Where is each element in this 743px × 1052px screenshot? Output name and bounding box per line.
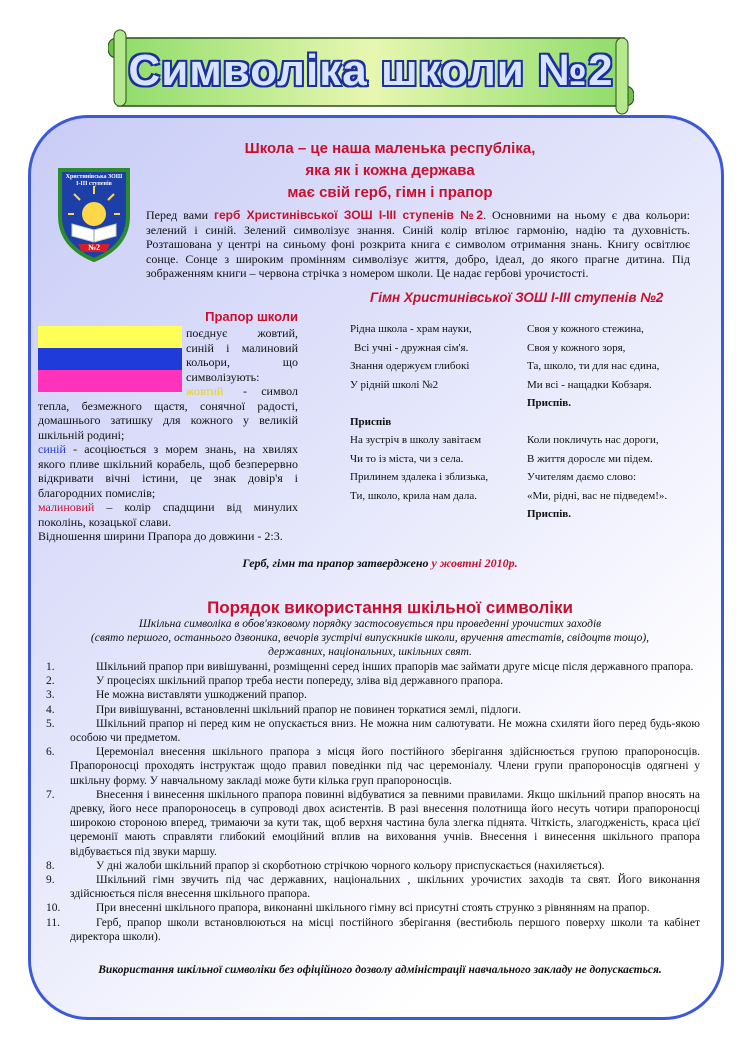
rule-item [0, 688, 700, 702]
anthem-line: Своя у кожного стежина, [527, 323, 644, 335]
anthem-line: Ти, школо, крила нам дала. [350, 489, 477, 502]
rule-text: Шкільний гімн звучить під час державних, національних , шкільних урочистих заходів та свят. Його виконання здійснюється після внесення шкільного прапора. [70, 874, 700, 901]
approval-text: Герб, гімн та прапор затверджено [242, 556, 432, 570]
intro-lead: Перед вами [146, 208, 214, 222]
page-title: Символіка школи №2 [128, 46, 614, 95]
crimson-word: малиновий [38, 500, 95, 514]
rules-footer: Використання шкільної символіки без офіційного дозволу адміністрації навчального закладу не допускається. [98, 964, 662, 976]
rule-item [0, 873, 700, 901]
anthem-line: На зустріч в школу завітаєм [350, 434, 482, 446]
approval-date: у жовтні 2010р. [431, 556, 518, 570]
rule-text: Шкільний прапор ні перед ким не опускається вниз. Не можна ним салютувати. Не можна схиляти його перед будь-якою особою чи предметом. [70, 717, 700, 745]
rules-title: Порядок використання шкільної символіки [207, 598, 573, 617]
rule-text: При вивішуванні, встановленні шкільний прапор не повинен торкатися землі, підлоги. [96, 703, 522, 716]
anthem-line [527, 413, 697, 432]
rule-item [0, 660, 700, 674]
anthem-line: Всі учні - дружная сім'я. [354, 341, 469, 354]
rule-number: 10. [46, 902, 61, 915]
emblem-text [62, 174, 126, 188]
anthem-line: Рідна школа - храм науки, [350, 323, 472, 335]
anthem-line: У рідній школі №2 [350, 378, 439, 391]
rule-text: Церемоніал внесення шкільного прапора з місця його постійного зберігання здійснюється групою прапороносців. Прапороносці проходять інструктаж щодо правил поведінки під час церемоніалу. Члени групи прапороносців одягнені у шкільну форму. У навчальному закладі може бути кілька груп прапороносців. [70, 746, 700, 787]
anthem-line: Ми всі - нащадки Кобзаря. [527, 378, 652, 391]
flag-ratio: Відношення ширини Прапора до довжини - 2:3. [38, 529, 283, 543]
anthem-chorus-label: Приспів [350, 415, 392, 428]
emblem-top-text: Христинівська ЗОШ [65, 174, 123, 180]
rule-item [0, 916, 700, 944]
rule-item [0, 788, 700, 859]
yellow-text: - символ тепла, безмежного щастя, сонячної радості, домашнього затишку для кожного у великій шкільній родині; [38, 384, 298, 442]
intro-paragraph [146, 208, 690, 281]
rule-number: 9. [46, 874, 55, 887]
intro-heading-line: має свій герб, гімн і прапор [287, 184, 493, 201]
blue-text: - асоціюється з морем знань, на хвилях якого пливе шкільний корабель, щоб безперервно відкривати вічні істини, це знак довір'я і благородних помислів; [38, 442, 298, 500]
rules-list [0, 660, 700, 944]
anthem-line: Чи то із міста, чи з села. [350, 452, 464, 465]
flag-title: Прапор школи [205, 309, 298, 324]
intro-heading-line: Школа – це наша маленька республіка, [244, 140, 536, 157]
rule-number: 5. [46, 717, 55, 730]
anthem-line: Знання одержуєм глибокі [350, 360, 470, 372]
rule-item [0, 674, 700, 688]
rule-number: 3. [46, 689, 55, 702]
rule-number: 11. [46, 916, 60, 929]
rule-text: Герб, прапор школи встановлюються на місці постійного зберігання (вестибюль першого поверху школи та кабінет директора школи). [70, 916, 700, 943]
anthem-line: Учителям даємо слово: [527, 471, 637, 483]
crimson-text: – колір спадщини від минулих поколінь, козацької слави. [38, 500, 298, 529]
anthem-chorus-label: Приспів. [527, 508, 571, 520]
rules-subtitle-line: Шкільна символіка в обов'язковому порядку застосовується при проведенні урочистих заходів [138, 618, 602, 630]
rule-number: 4. [46, 703, 55, 716]
anthem-chorus-label: Приспів. [527, 397, 571, 409]
anthem-title: Гімн Христинівської ЗОШ І-ІІІ ступенів №2 [370, 290, 664, 305]
anthem-line [350, 394, 520, 413]
intro-body: . Основними на ньому є два кольори: зелений і синій. Зелений символізує знання. Синій колір втілює гармонію, надію та духовність. Розташована у центрі на синьому фоні розкрита книга є символом отримання знань. Книгу освітлює сонце. Сонце з широким промінням символізує життя, добро, ідеал, до якого прагне дитина. Під зображенням книги – червона стрічка з номером школи. Це надає гербові урочистості. [146, 208, 690, 280]
blue-word: синій [38, 442, 66, 456]
yellow-word: жовтий [186, 384, 224, 398]
rule-item [0, 901, 700, 915]
rule-number: 8. [46, 859, 55, 872]
anthem-line: «Ми, рідні, вас не підведем!». [527, 489, 668, 502]
rule-text: У процесіях шкільний прапор треба нести попереду, зліва від державного прапора. [96, 675, 504, 688]
rule-item [0, 717, 700, 745]
flag-stripe-yellow [38, 326, 182, 348]
flag-description [38, 384, 298, 544]
intro-heading [150, 138, 630, 204]
emblem-sub-text: І-ІІІ ступенів [76, 181, 112, 187]
rule-number: 6. [46, 746, 55, 759]
title-banner [108, 24, 634, 120]
rule-text: Не можна виставляти ушкоджений прапор. [96, 689, 307, 702]
rule-item [0, 859, 700, 873]
anthem-column-2 [527, 320, 697, 524]
intro-lead-bold: герб Христинівської ЗОШ І-ІІІ ступенів №2 [213, 208, 484, 222]
rules-subtitle [40, 617, 700, 659]
rules-subtitle-line: (свято першого, останнього дзвоника, вечорів зустрічі випускників школи, вручення атестатів, свідоцтв тощо), [90, 632, 650, 644]
rule-item [0, 745, 700, 788]
intro-heading-line: яка як і кожна держава [305, 162, 475, 179]
rule-number: 1. [46, 661, 55, 673]
rule-number: 2. [46, 675, 55, 688]
rule-text: Внесення і винесення шкільного прапора повинні відбуватися за певними правилами. Якщо шкільний прапор вносять на древку, його несе прапороносець в супроводі двох асистентів. В разі внесення полотнища його несуть чотири прапороносці широкою стороною вперед, тримаючи за кути так, щоб верхня частина була злегка піднята. Чіткість, злагодженість, краса цієї церемонії мають справляти глибокий емоційний вплив на виховання учнів. Внесення і винесення шкільного прапора відбувається під звуки маршу. [70, 788, 700, 858]
school-emblem [56, 166, 132, 262]
emblem-number: №2 [87, 243, 101, 252]
rules-subtitle-line: державних, національних, шкільних свят. [268, 646, 472, 658]
approval-line [100, 556, 660, 571]
anthem-line: Своя у кожного зоря, [527, 341, 626, 354]
flag-stripe-blue [38, 348, 182, 370]
rule-number: 7. [46, 788, 55, 801]
anthem-line: Та, школо, ти для нас єдина, [527, 360, 660, 372]
rule-text: При внесенні шкільного прапора, виконанні шкільного гімну всі присутні стоять струнко з рівнянням на прапор. [96, 902, 650, 915]
anthem-column-1 [350, 320, 520, 505]
rule-text: У дні жалоби шкільний прапор зі скорботною стрічкою чорного кольору приспускається (нахиляється). [96, 859, 605, 872]
anthem-line: В життя дорослє ми підем. [527, 452, 653, 465]
rule-text: Шкільний прапор при вивішуванні, розміщенні серед інших прапорів має займати друге місце після державного прапора. [96, 661, 694, 673]
flag-intro: поєднує жовтий, синій і малиновий кольори, що символізують: [186, 326, 298, 384]
anthem-line: Прилинем здалека і зблизька, [350, 471, 489, 483]
anthem-line: Коли покличуть нас дороги, [527, 434, 659, 446]
rule-item [0, 703, 700, 717]
